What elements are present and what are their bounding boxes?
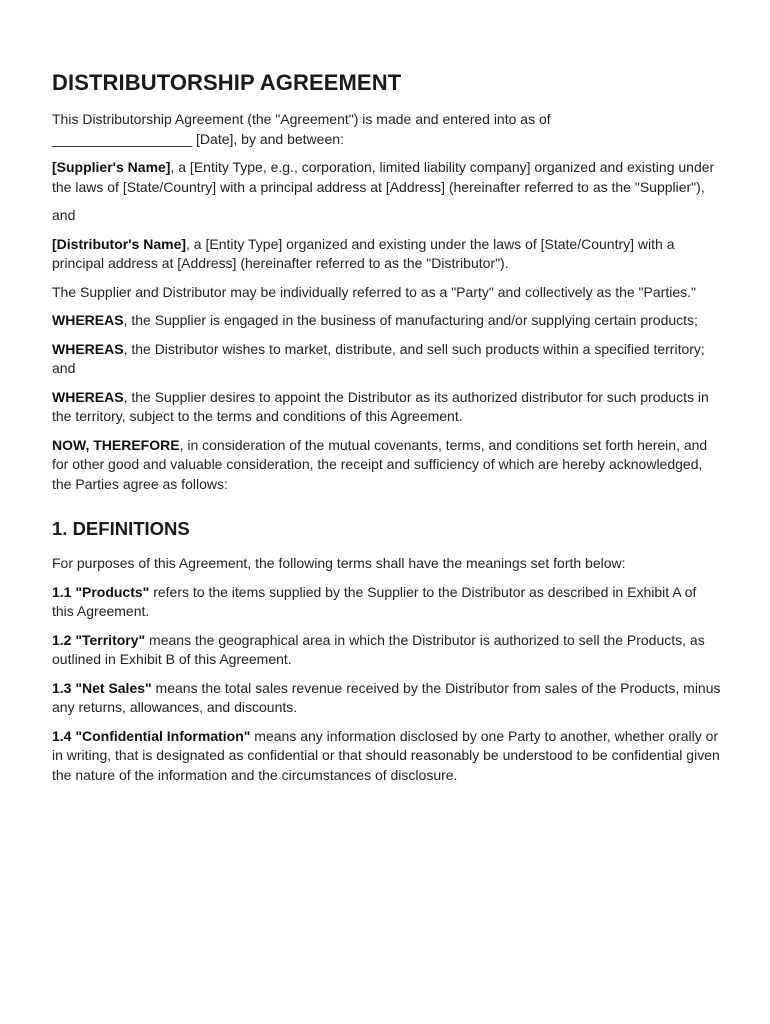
- distributor-paragraph: [52, 235, 722, 274]
- whereas-paragraph: [52, 311, 722, 331]
- definition-term: 1.3 "Net Sales": [52, 679, 152, 696]
- definition-text: means the geographical area in which the Distributor is authorized to sell the Products, as outlined in Exhibit B of this Agreement.: [52, 631, 705, 667]
- definition-term: 1.1 "Products": [52, 583, 150, 600]
- definition-term: 1.4 "Confidential Information": [52, 727, 251, 744]
- now-therefore-paragraph: [52, 436, 722, 495]
- whereas-paragraph: [52, 340, 722, 379]
- supplier-name-label: [Supplier's Name]: [52, 159, 171, 175]
- whereas-label: WHEREAS: [52, 388, 124, 405]
- supplier-details: , a [Entity Type, e.g., corporation, limited liability company] organized and existing under the laws of [State/Country] with a principal address at [Address] (hereinafter referred to as the "Supplier"),: [52, 159, 715, 195]
- now-therefore-text: , in consideration of the mutual covenants, terms, and conditions set forth herein, and for other good and valuable consideration, the receipt and sufficiency of which are hereby acknowledged, the Parties agree as follows:: [52, 436, 708, 492]
- and-paragraph: and: [52, 207, 76, 223]
- whereas-label: WHEREAS: [52, 340, 124, 357]
- supplier-paragraph: [52, 158, 722, 197]
- document-page: [52, 70, 722, 794]
- whereas-text: , the Supplier desires to appoint the Distributor as its authorized distributor for such products in the territory, subject to the terms and conditions of this Agreement.: [52, 388, 709, 424]
- definition-text: refers to the items supplied by the Supplier to the Distributor as described in Exhibit A of this Agreement.: [52, 583, 697, 619]
- definition-text: means the total sales revenue received by the Distributor from sales of the Products, minus any returns, allowances, and discounts.: [52, 679, 721, 715]
- definition-item: [52, 583, 722, 622]
- whereas-text: , the Distributor wishes to market, distribute, and sell such products within a specified territory; and: [52, 340, 705, 376]
- distributor-details: , a [Entity Type] organized and existing under the laws of [State/Country] with a principal address at [Address] (hereinafter referred to as the "Distributor").: [52, 235, 675, 271]
- definition-term: 1.2 "Territory": [52, 631, 146, 648]
- now-therefore-label: NOW, THEREFORE: [52, 436, 180, 453]
- intro-line-1: This Distributorship Agreement (the "Agreement") is made and entered into as of: [52, 111, 551, 127]
- whereas-text: , the Supplier is engaged in the business of manufacturing and/or supplying certain products;: [123, 312, 698, 328]
- definition-item: [52, 631, 722, 670]
- definitions-intro: For purposes of this Agreement, the following terms shall have the meanings set forth below:: [52, 555, 626, 571]
- document-title: DISTRIBUTORSHIP AGREEMENT: [52, 70, 402, 95]
- definitions-heading: 1. DEFINITIONS: [52, 518, 190, 539]
- intro-paragraph: [52, 110, 722, 149]
- whereas-label: WHEREAS: [52, 312, 124, 328]
- parties-paragraph: The Supplier and Distributor may be individually referred to as a "Party" and collectively as the "Parties.": [52, 283, 696, 300]
- definition-text: means any information disclosed by one Party to another, whether orally or in writing, that is designated as confidential or that should reasonably be understood to be confidential given the nature of the information and the circumstances of disclosure.: [52, 727, 720, 783]
- intro-line-2: __________________ [Date], by and between:: [52, 130, 344, 147]
- definition-item: [52, 727, 722, 786]
- definition-item: [52, 679, 722, 718]
- distributor-name-label: [Distributor's Name]: [52, 235, 187, 252]
- whereas-paragraph: [52, 388, 722, 427]
